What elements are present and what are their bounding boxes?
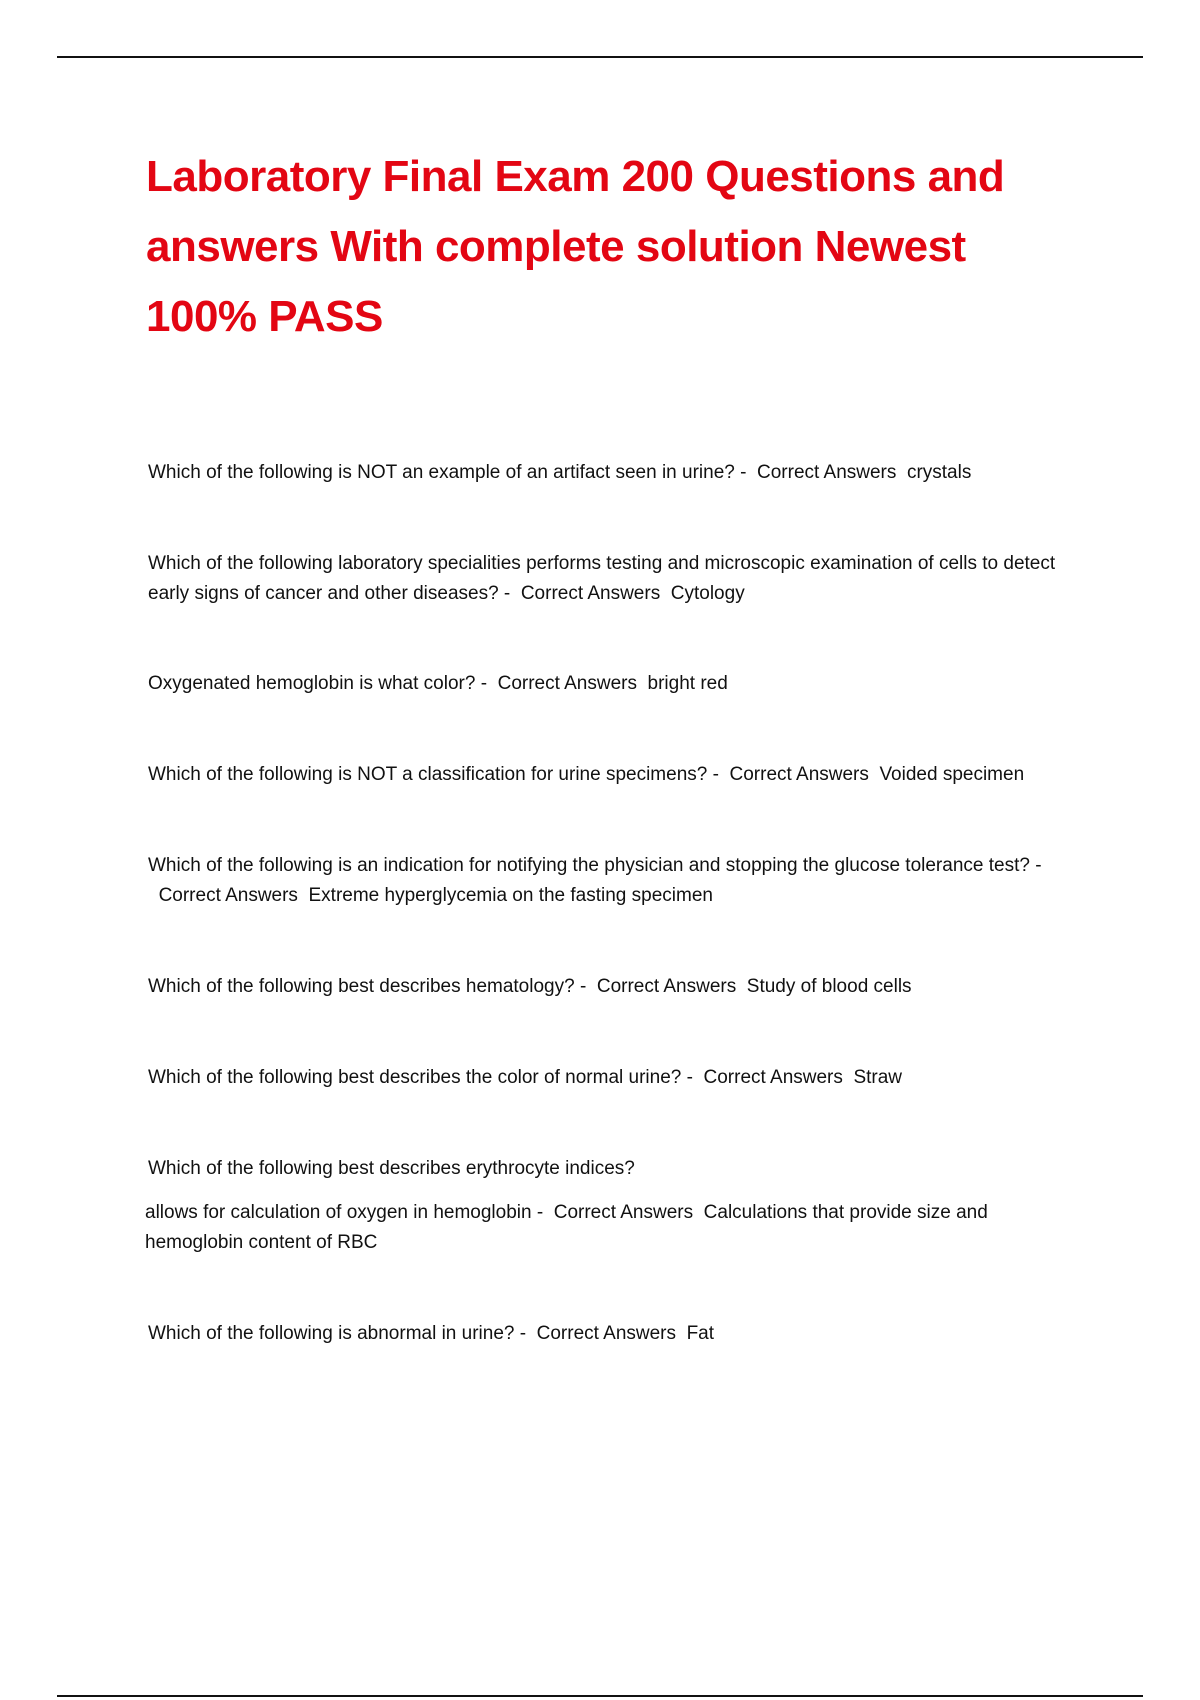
answer-text: bright red xyxy=(647,673,728,694)
question-text: Which of the following best describes the color of normal urine? - xyxy=(148,1067,693,1088)
answer-text: Study of blood cells xyxy=(746,976,912,997)
question-text: Which of the following is NOT an example of an artifact seen in urine? - xyxy=(148,462,747,483)
qa-item-7 xyxy=(148,1063,1068,1093)
answer-label: Correct Answers xyxy=(536,1323,677,1344)
answer-text: Straw xyxy=(853,1067,903,1088)
answer-label: Correct Answers xyxy=(520,583,661,604)
qa-item-9 xyxy=(148,1319,1068,1349)
header-rule xyxy=(57,56,1143,58)
question-text: Which of the following is abnormal in urine? - xyxy=(148,1323,527,1344)
answer-label: Correct Answers xyxy=(729,764,869,785)
answer-text: Extreme hyperglycemia on the fasting specimen xyxy=(308,885,713,906)
answer-text: Voided specimen xyxy=(879,764,1025,785)
question-text: allows for calculation of oxygen in hemoglobin - xyxy=(145,1202,544,1223)
answer-label: Correct Answers xyxy=(553,1202,694,1223)
qa-item-6 xyxy=(148,972,1068,1002)
answer-text: Cytology xyxy=(670,583,745,604)
answer-text: Calculations that provide size and hemoglobin content of RBC xyxy=(145,1202,988,1253)
question-text: Which of the following best describes erythrocyte indices? xyxy=(148,1158,635,1179)
answer-label: Correct Answers xyxy=(158,885,298,906)
document-title: Laboratory Final Exam 200 Questions and answers With complete solution Newest 100% PASS xyxy=(146,152,1005,341)
qa-item-4 xyxy=(148,760,1068,790)
question-text: Which of the following is NOT a classification for urine specimens? - xyxy=(148,764,719,785)
qa-item-5 xyxy=(148,851,1068,911)
qa-item-8-question xyxy=(148,1154,1068,1184)
answer-text: Fat xyxy=(686,1323,715,1344)
qa-item-1 xyxy=(148,458,1068,488)
question-text: Which of the following laboratory specialities performs testing and microscopic examination of cells to detect early signs of cancer and other diseases? - xyxy=(148,553,1056,604)
question-text: Oxygenated hemoglobin is what color? - xyxy=(148,673,488,694)
answer-text: crystals xyxy=(906,462,972,483)
answer-label: Correct Answers xyxy=(596,976,737,997)
question-text: Which of the following is an indication for notifying the physician and stopping the glucose tolerance test? - xyxy=(148,855,1042,876)
qa-item-8 xyxy=(145,1198,1065,1258)
qa-item-3 xyxy=(148,669,1068,699)
answer-label: Correct Answers xyxy=(703,1067,843,1088)
footer-rule xyxy=(57,1695,1143,1697)
qa-item-2 xyxy=(148,549,1068,609)
answer-label: Correct Answers xyxy=(757,462,897,483)
question-text: Which of the following best describes hematology? - xyxy=(148,976,587,997)
answer-label: Correct Answers xyxy=(497,673,637,694)
